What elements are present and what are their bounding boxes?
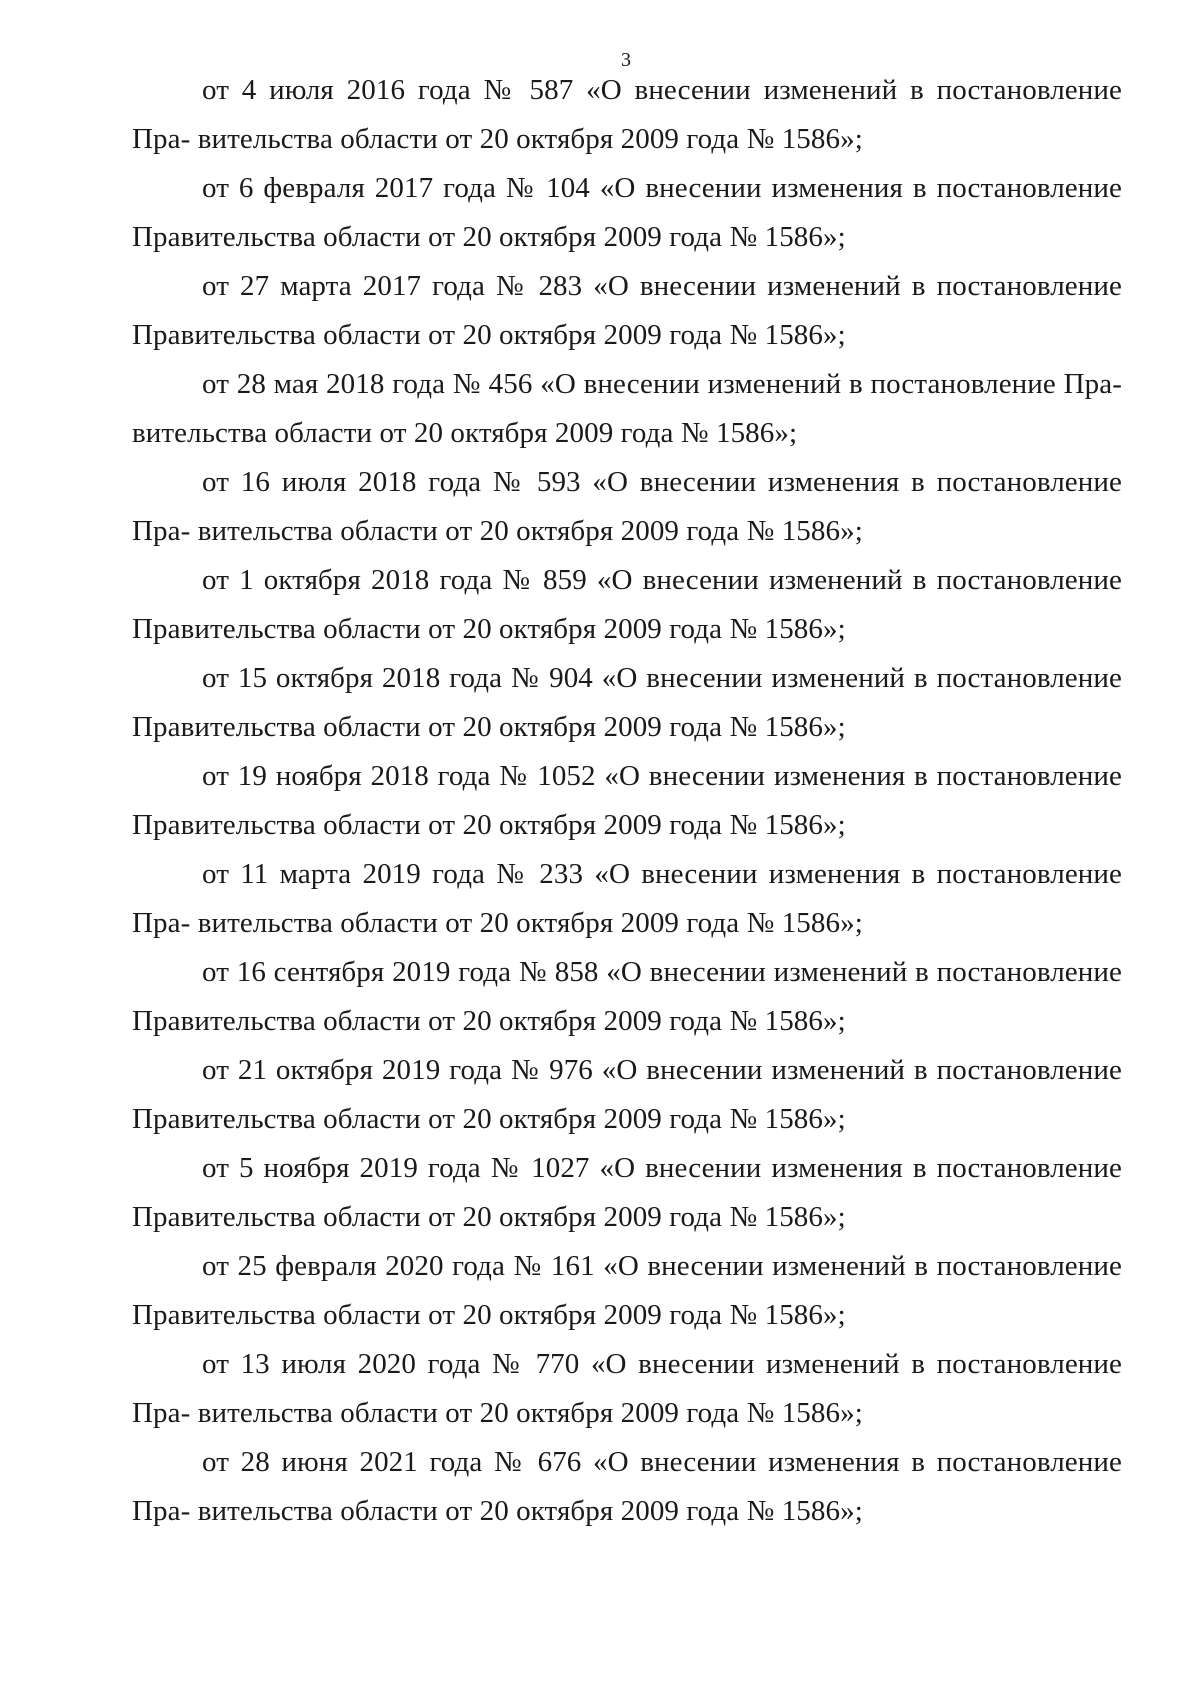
entry-line: от 28 июня 2021 года № 676 «О внесении изменения в постановление Пра- [132,1446,1122,1527]
entry-line: от 27 марта 2017 года № 283 «О внесении изменений в постановление [202,270,1122,302]
entry-line: вительства области от 20 октября 2009 года № 1586»; [197,123,863,155]
amendment-entry [132,1046,1122,1144]
entry-line: от 16 июля 2018 года № 593 «О внесении изменения в постановление Пра- [132,466,1122,547]
entry-line: Правительства области от 20 октября 2009 года № 1586»; [132,1005,846,1037]
document-body [132,66,1122,1536]
entry-line: от 6 февраля 2017 года № 104 «О внесении изменения в постановление [202,172,1122,204]
entry-line: от 28 мая 2018 года № 456 «О внесении изменений в постановление Пра- [202,368,1122,400]
amendment-entry [132,1340,1122,1438]
amendment-entry [132,360,1122,458]
amendment-entry [132,654,1122,752]
entry-line: от 15 октября 2018 года № 904 «О внесении изменений в постановление [202,662,1122,694]
entry-line: от 13 июля 2020 года № 770 «О внесении изменений в постановление Пра- [132,1348,1122,1429]
entry-line: Правительства области от 20 октября 2009 года № 1586»; [132,1201,846,1233]
entry-line: от 1 октября 2018 года № 859 «О внесении изменений в постановление [202,564,1122,596]
amendment-entry [132,262,1122,360]
entry-line: вительства области от 20 октября 2009 года № 1586»; [197,1495,863,1527]
entry-line: Правительства области от 20 октября 2009 года № 1586»; [132,711,846,743]
entry-line: Правительства области от 20 октября 2009 года № 1586»; [132,809,846,841]
entry-line: от 16 сентября 2019 года № 858 «О внесении изменений в постановление [202,956,1122,988]
entry-line: Правительства области от 20 октября 2009 года № 1586»; [132,221,846,253]
entry-line: от 19 ноября 2018 года № 1052 «О внесении изменения в постановление [202,760,1122,792]
entry-line: вительства области от 20 октября 2009 года № 1586»; [132,417,798,449]
amendment-entry [132,948,1122,1046]
entry-line: от 4 июля 2016 года № 587 «О внесении изменений в постановление Пра- [132,74,1122,155]
entry-line: вительства области от 20 октября 2009 года № 1586»; [197,515,863,547]
amendment-entry [132,164,1122,262]
entry-line: от 11 марта 2019 года № 233 «О внесении изменения в постановление Пра- [132,858,1122,939]
entry-line: Правительства области от 20 октября 2009 года № 1586»; [132,613,846,645]
entry-line: Правительства области от 20 октября 2009 года № 1586»; [132,1103,846,1135]
amendment-entry [132,66,1122,164]
amendment-entry [132,1438,1122,1536]
amendment-entry [132,752,1122,850]
page-number: 3 [621,49,631,71]
entry-line: Правительства области от 20 октября 2009 года № 1586»; [132,1299,846,1331]
amendment-entry [132,1242,1122,1340]
entry-line: вительства области от 20 октября 2009 года № 1586»; [197,1397,863,1429]
entry-line: от 5 ноября 2019 года № 1027 «О внесении изменения в постановление [202,1152,1122,1184]
amendment-entry [132,850,1122,948]
amendment-entry [132,556,1122,654]
amendment-entry [132,458,1122,556]
entry-line: от 21 октября 2019 года № 976 «О внесении изменений в постановление [202,1054,1122,1086]
amendment-entry [132,1144,1122,1242]
entry-line: вительства области от 20 октября 2009 года № 1586»; [197,907,863,939]
entry-line: от 25 февраля 2020 года № 161 «О внесении изменений в постановление [202,1250,1122,1282]
entry-line: Правительства области от 20 октября 2009 года № 1586»; [132,319,846,351]
